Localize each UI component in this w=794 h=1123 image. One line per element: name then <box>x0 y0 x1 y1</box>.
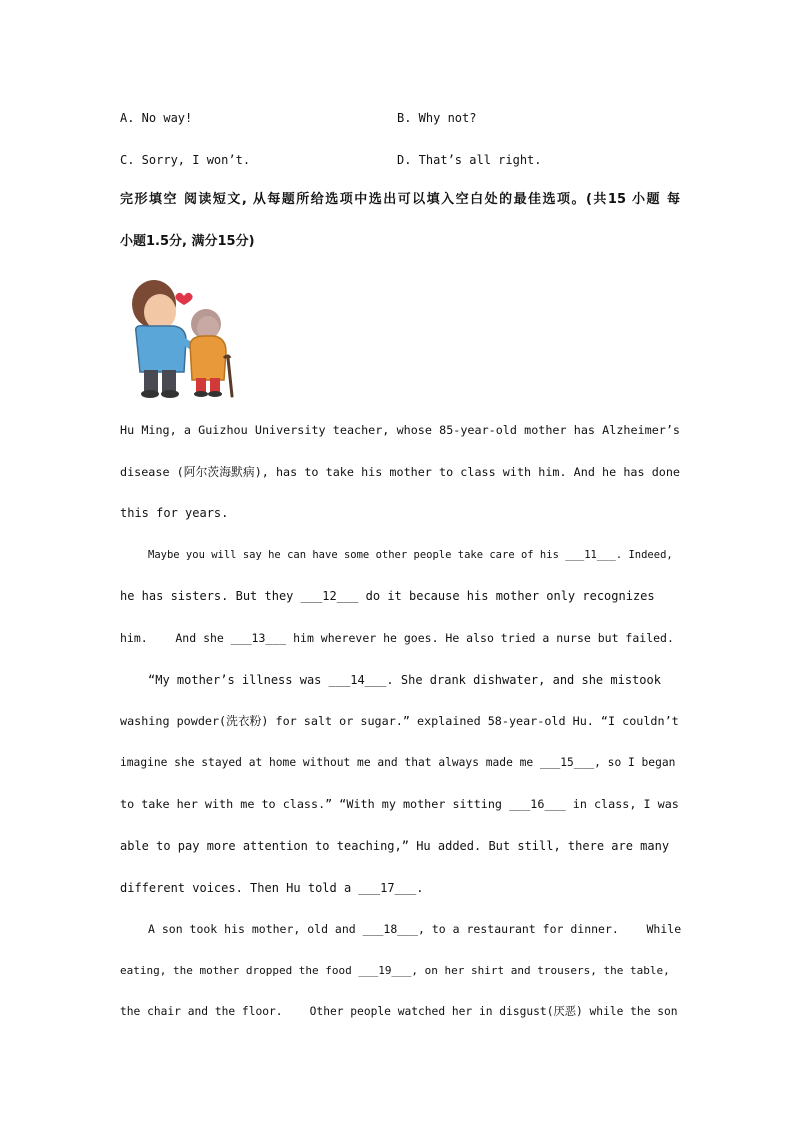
passage-text: in class, I was <box>565 797 679 811</box>
option-b: B. Why not? <box>397 111 477 125</box>
passage-text: do it because his mother only recognizes <box>358 589 655 603</box>
passage-text: to take her with me to class.” “With my mother sitting <box>120 797 510 811</box>
blank-17: ___17___ <box>358 881 417 895</box>
passage-text: eating, the mother dropped the food <box>120 964 359 977</box>
passage-line: disease (阿尔茨海默病), has to take his mother to class with him. And he has done <box>120 465 680 479</box>
blank-11: ___11___ <box>565 549 616 561</box>
blank-14: ___14___ <box>328 673 387 687</box>
passage-line <box>120 630 680 646</box>
passage-line <box>120 588 680 604</box>
passage-line: Hu Ming, a Guizhou University teacher, whose 85-year-old mother has Alzheimer’s <box>120 423 680 437</box>
passage-line: this for years. <box>120 506 229 520</box>
passage-line <box>120 963 680 979</box>
passage-line <box>148 672 680 688</box>
passage-line <box>120 880 680 896</box>
passage-text: different voices. Then Hu told a <box>120 881 359 895</box>
passage-line: able to pay more attention to teaching,” Hu added. But still, there are many <box>120 839 670 853</box>
passage-text: “My mother’s illness was <box>148 673 329 687</box>
passage-text: , to a restaurant for dinner. While <box>418 922 682 936</box>
passage-text: . <box>416 881 424 895</box>
passage-text: him. And she <box>120 631 231 645</box>
passage-text: . She drank dishwater, and she mistook <box>386 673 661 687</box>
passage-text: he has sisters. But they <box>120 589 301 603</box>
section-heading-line-1: 完形填空 阅读短文, 从每题所给选项中选出可以填入空白处的最佳选项。(共15 小题 每 <box>120 192 680 207</box>
passage-text: , so I began <box>594 756 676 769</box>
passage-line <box>120 755 680 771</box>
passage-line: the chair and the floor. Other people watched her in disgust(厌恶) while the son <box>120 1005 678 1018</box>
passage-text: him wherever he goes. He also tried a nurse but failed. <box>286 631 674 645</box>
blank-15: ___15___ <box>539 756 595 769</box>
passage-line <box>148 547 680 563</box>
elderly-couple-illustration <box>124 274 240 402</box>
passage-text: imagine she stayed at home without me and that always made me <box>120 756 540 769</box>
passage-text: . Indeed, <box>615 549 673 561</box>
passage-text: Maybe you will say he can have some other people take care of his <box>148 549 566 561</box>
passage-line <box>120 796 680 812</box>
option-c: C. Sorry, I won’t. <box>120 153 251 167</box>
blank-12: ___12___ <box>300 589 359 603</box>
blank-13: ___13___ <box>230 631 287 645</box>
blank-19: ___19___ <box>358 964 412 977</box>
option-d: D. That’s all right. <box>397 153 542 167</box>
section-heading-line-2: 小题1.5分, 满分15分) <box>120 234 255 249</box>
blank-18: ___18___ <box>362 922 419 936</box>
passage-text: A son took his mother, old and <box>148 922 363 936</box>
blank-16: ___16___ <box>509 797 566 811</box>
passage-line <box>148 921 680 937</box>
passage-text: , on her shirt and trousers, the table, <box>411 964 670 977</box>
passage-line: washing powder(洗衣粉) for salt or sugar.” explained 58-year-old Hu. “I couldn’t <box>120 714 679 728</box>
option-a: A. No way! <box>120 111 193 125</box>
